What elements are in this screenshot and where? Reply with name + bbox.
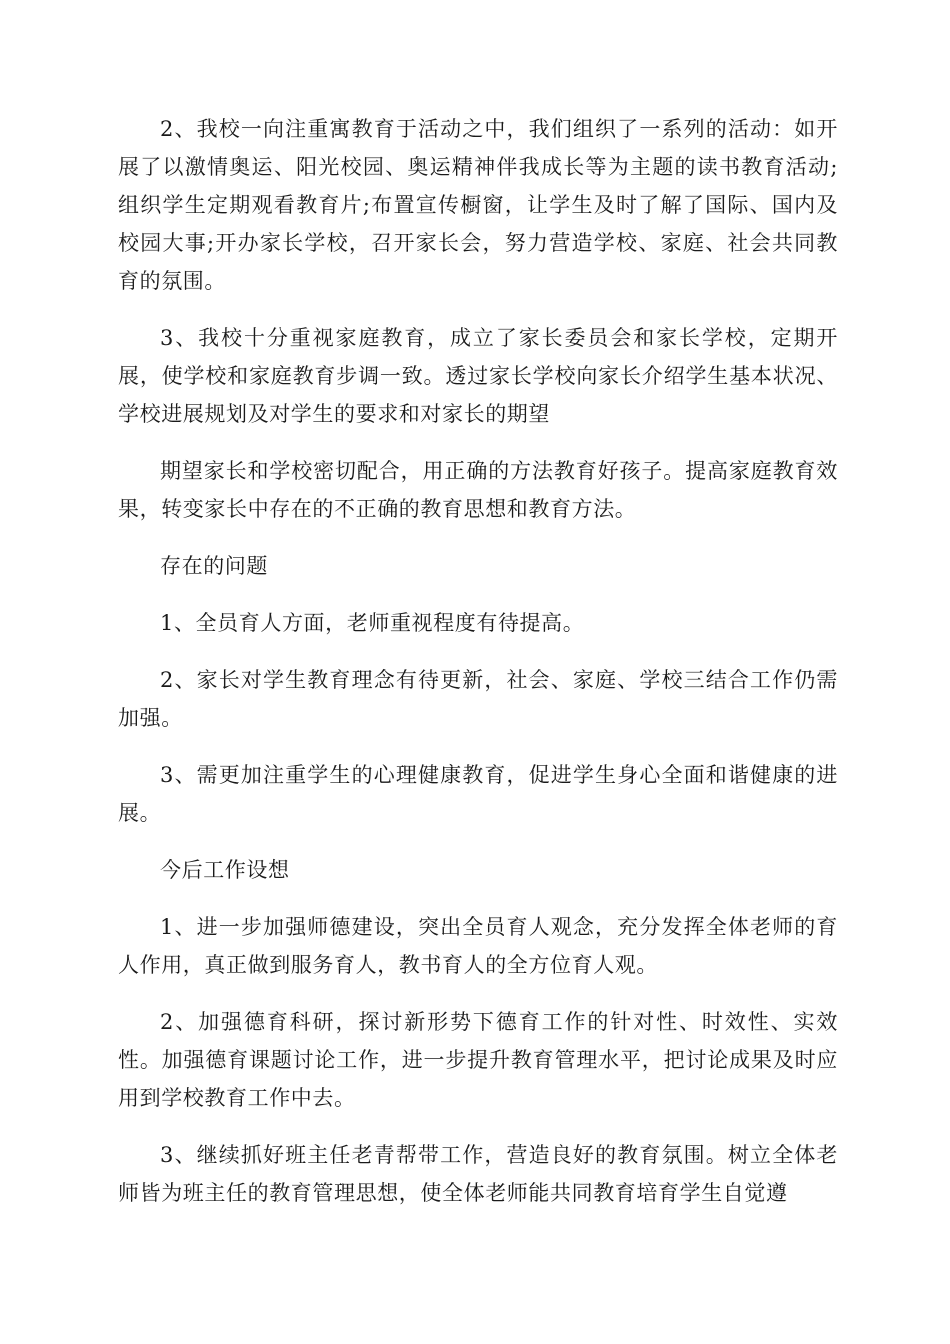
section-heading-problems: 存在的问题	[160, 554, 268, 578]
problem-item-1: 1、全员育人方面，老师重视程度有待提高。	[160, 611, 585, 635]
problem-item-2: 2、家长对学生教育理念有待更新，社会、家庭、学校三结合工作仍需加强。	[118, 668, 838, 730]
plan-item-3: 3、继续抓好班主任老青帮带工作，营造良好的教育氛围。树立全体老师皆为班主任的教育管理思想，使全体老师能共同教育培育学生自觉遵	[118, 1143, 838, 1205]
paragraph-family-education: 3、我校十分重视家庭教育，成立了家长委员会和家长学校，定期开展，使学校和家庭教育步调一致。透过家长学校向家长介绍学生基本状况、学校进展规划及对学生的要求和对家长的期望	[118, 326, 838, 426]
section-heading-future-plans: 今后工作设想	[160, 858, 290, 882]
problem-item-3: 3、需更加注重学生的心理健康教育，促进学生身心全面和谐健康的进展。	[118, 763, 838, 825]
document-page	[118, 110, 838, 1231]
plan-item-2: 2、加强德育科研，探讨新形势下德育工作的针对性、时效性、实效性。加强德育课题讨论工作，进一步提升教育管理水平，把讨论成果及时应用到学校教育工作中去。	[118, 1010, 838, 1110]
paragraph-activities: 2、我校一向注重寓教育于活动之中，我们组织了一系列的活动：如开展了以激情奥运、阳光校园、奥运精神伴我成长等为主题的读书教育活动;组织学生定期观看教育片;布置宣传橱窗，让学生及时了解了国际、国内及校园大事;开办家长学校，召开家长会，努力营造学校、家庭、社会共同教育的氛围。	[118, 117, 838, 293]
plan-item-1: 1、进一步加强师德建设，突出全员育人观念，充分发挥全体老师的育人作用，真正做到服务育人，教书育人的全方位育人观。	[118, 915, 838, 977]
paragraph-parent-expectation: 期望家长和学校密切配合，用正确的方法教育好孩子。提高家庭教育效果，转变家长中存在的不正确的教育思想和教育方法。	[118, 459, 838, 521]
